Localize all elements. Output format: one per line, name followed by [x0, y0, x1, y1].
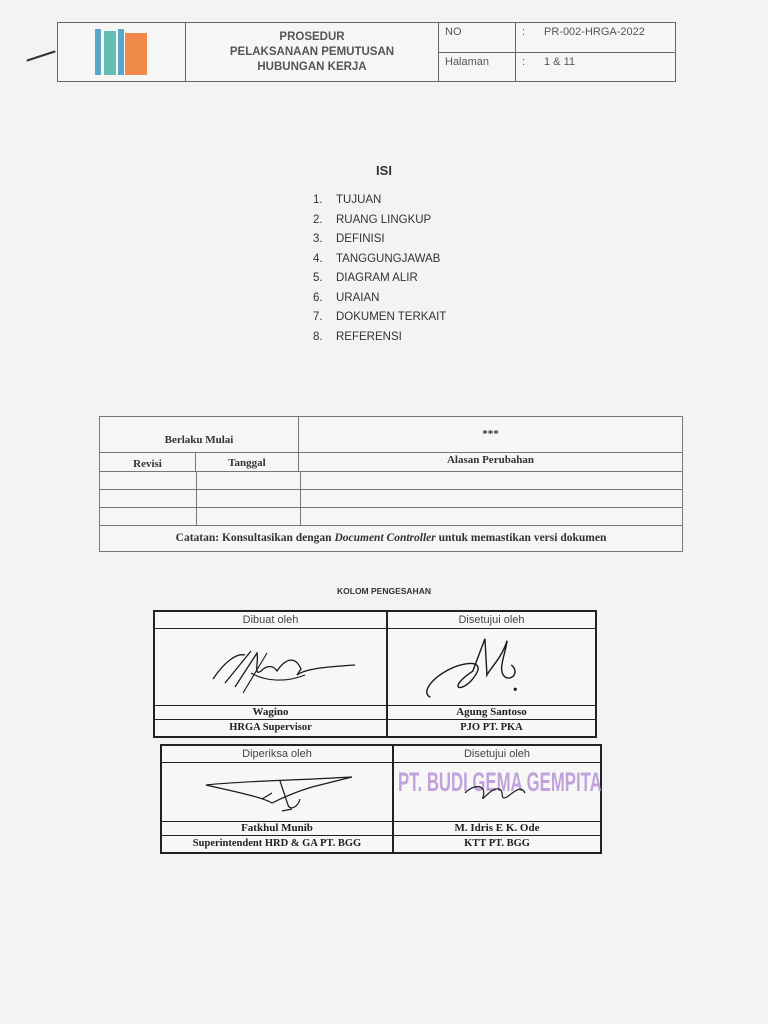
- document-meta: [439, 23, 675, 81]
- signer-position: Superintendent HRD & GA PT. BGG: [192, 838, 362, 849]
- contents-item-label: RUANG LINGKUP: [336, 213, 432, 226]
- company-stamp: PT. BUDI GEMA GEMPITA: [398, 767, 602, 797]
- reason-cell: [301, 490, 682, 507]
- contents-item: [313, 331, 446, 351]
- contents-item: [313, 194, 446, 214]
- contents-item: [313, 253, 446, 273]
- logo-bar-blue-2: [118, 29, 124, 75]
- company-logo: [58, 23, 186, 81]
- signature-column: [155, 612, 388, 736]
- signer-position: HRGA Supervisor: [229, 722, 312, 733]
- note-row: [100, 526, 682, 551]
- contents-item-number: 5.: [313, 272, 323, 284]
- page-number-colon: :: [522, 55, 526, 68]
- signature-area: [155, 629, 386, 706]
- contents-item-number: 2.: [313, 213, 323, 226]
- handwritten-signature: [394, 763, 600, 821]
- date-cell: [197, 508, 301, 525]
- note-suffix: untuk memastikan versi dokumen: [435, 532, 607, 544]
- signer-position: PJO PT. PKA: [460, 722, 523, 733]
- doc-number-value: PR-002-HRGA-2022: [544, 26, 645, 38]
- reason-col-header: Alasan Perubahan: [446, 454, 535, 466]
- signer-name: Wagino: [155, 706, 386, 720]
- contents-item: [313, 292, 446, 312]
- contents-item-label: REFERENSI: [336, 330, 402, 343]
- page-number-label: Halaman: [439, 53, 516, 82]
- revision-col-header: Revisi: [100, 453, 196, 471]
- approval-heading: KOLOM PENGESAHAN: [337, 586, 431, 596]
- effective-value: ***: [482, 428, 499, 440]
- effective-label: Berlaku Mulai: [100, 417, 299, 452]
- revision-cell: [100, 508, 197, 525]
- signature-area: [388, 629, 595, 706]
- contents-item-number: 4.: [313, 252, 323, 265]
- reason-cell: [301, 472, 682, 489]
- signer-name: Agung Santoso: [388, 706, 595, 720]
- contents-item-number: 1.: [313, 194, 323, 206]
- revision-cell: [100, 490, 197, 507]
- note-prefix: Catatan: Konsultasikan dengan: [175, 532, 335, 544]
- logo-bar-blue: [95, 29, 101, 75]
- handwritten-signature: [155, 629, 386, 705]
- logo-bar-teal: [104, 31, 116, 75]
- effective-row: [100, 417, 682, 453]
- title-line-1: PROSEDUR: [279, 30, 345, 43]
- date-col-header: Tanggal: [196, 453, 299, 471]
- signer-name: Fatkhul Munib: [162, 822, 392, 836]
- contents-item-number: 8.: [313, 330, 323, 343]
- contents-item: [313, 311, 446, 331]
- contents-item-label: TANGGUNGJAWAB: [336, 252, 441, 265]
- signature-role: Disetujui oleh: [394, 746, 600, 763]
- revision-note: [100, 526, 682, 551]
- signature-role: Diperiksa oleh: [162, 746, 392, 763]
- page-number-row: [439, 53, 675, 82]
- contents-item-number: 6.: [313, 291, 323, 304]
- document-title: [186, 23, 439, 81]
- signature-area: [162, 763, 392, 822]
- contents-item-label: URAIAN: [336, 291, 380, 304]
- date-cell: [197, 490, 301, 507]
- signature-area: [394, 763, 600, 822]
- revision-cell: [100, 472, 197, 489]
- handwritten-signature: [162, 763, 392, 821]
- contents-item: [313, 272, 446, 292]
- contents-item: [313, 233, 446, 253]
- contents-list: [313, 194, 446, 350]
- revision-row: [100, 472, 682, 490]
- signer-name: M. Idris E K. Ode: [394, 822, 600, 836]
- approval-table-bottom: [160, 744, 602, 854]
- revision-row: [100, 490, 682, 508]
- contents-item-label: TUJUAN: [336, 194, 382, 206]
- contents-item-number: 7.: [313, 311, 323, 323]
- doc-number-colon: :: [522, 26, 526, 38]
- contents-item: [313, 214, 446, 234]
- contents-item-label: DIAGRAM ALIR: [336, 272, 418, 284]
- doc-number-row: [439, 23, 675, 53]
- logo-bar-orange: [125, 33, 147, 75]
- reason-cell: [301, 508, 682, 525]
- signature-role: Dibuat oleh: [155, 612, 386, 629]
- pen-stroke-mark: [26, 50, 55, 61]
- date-cell: [197, 472, 301, 489]
- contents-item-number: 3.: [313, 233, 323, 245]
- revision-header-row: [100, 453, 682, 472]
- contents-item-label: DEFINISI: [336, 233, 385, 245]
- document-header: [57, 22, 676, 82]
- title-line-2: PELAKSANAAN PEMUTUSAN: [229, 45, 395, 58]
- signer-position: KTT PT. BGG: [464, 838, 530, 849]
- signature-column: [162, 746, 394, 852]
- title-line-3: HUBUNGAN KERJA: [257, 60, 367, 73]
- page-number-value: 1 & 11: [544, 55, 575, 68]
- approval-table-top: [153, 610, 597, 738]
- signature-column: [394, 746, 600, 852]
- contents-heading: ISI: [376, 163, 392, 178]
- signature-role: Disetujui oleh: [388, 612, 595, 629]
- revision-row: [100, 508, 682, 526]
- note-emphasis: Document Controller: [334, 532, 436, 544]
- handwritten-signature: [388, 629, 595, 705]
- revision-table: [99, 416, 683, 552]
- contents-item-label: DOKUMEN TERKAIT: [336, 311, 447, 323]
- signature-column: [388, 612, 595, 736]
- doc-number-label: NO: [439, 23, 516, 52]
